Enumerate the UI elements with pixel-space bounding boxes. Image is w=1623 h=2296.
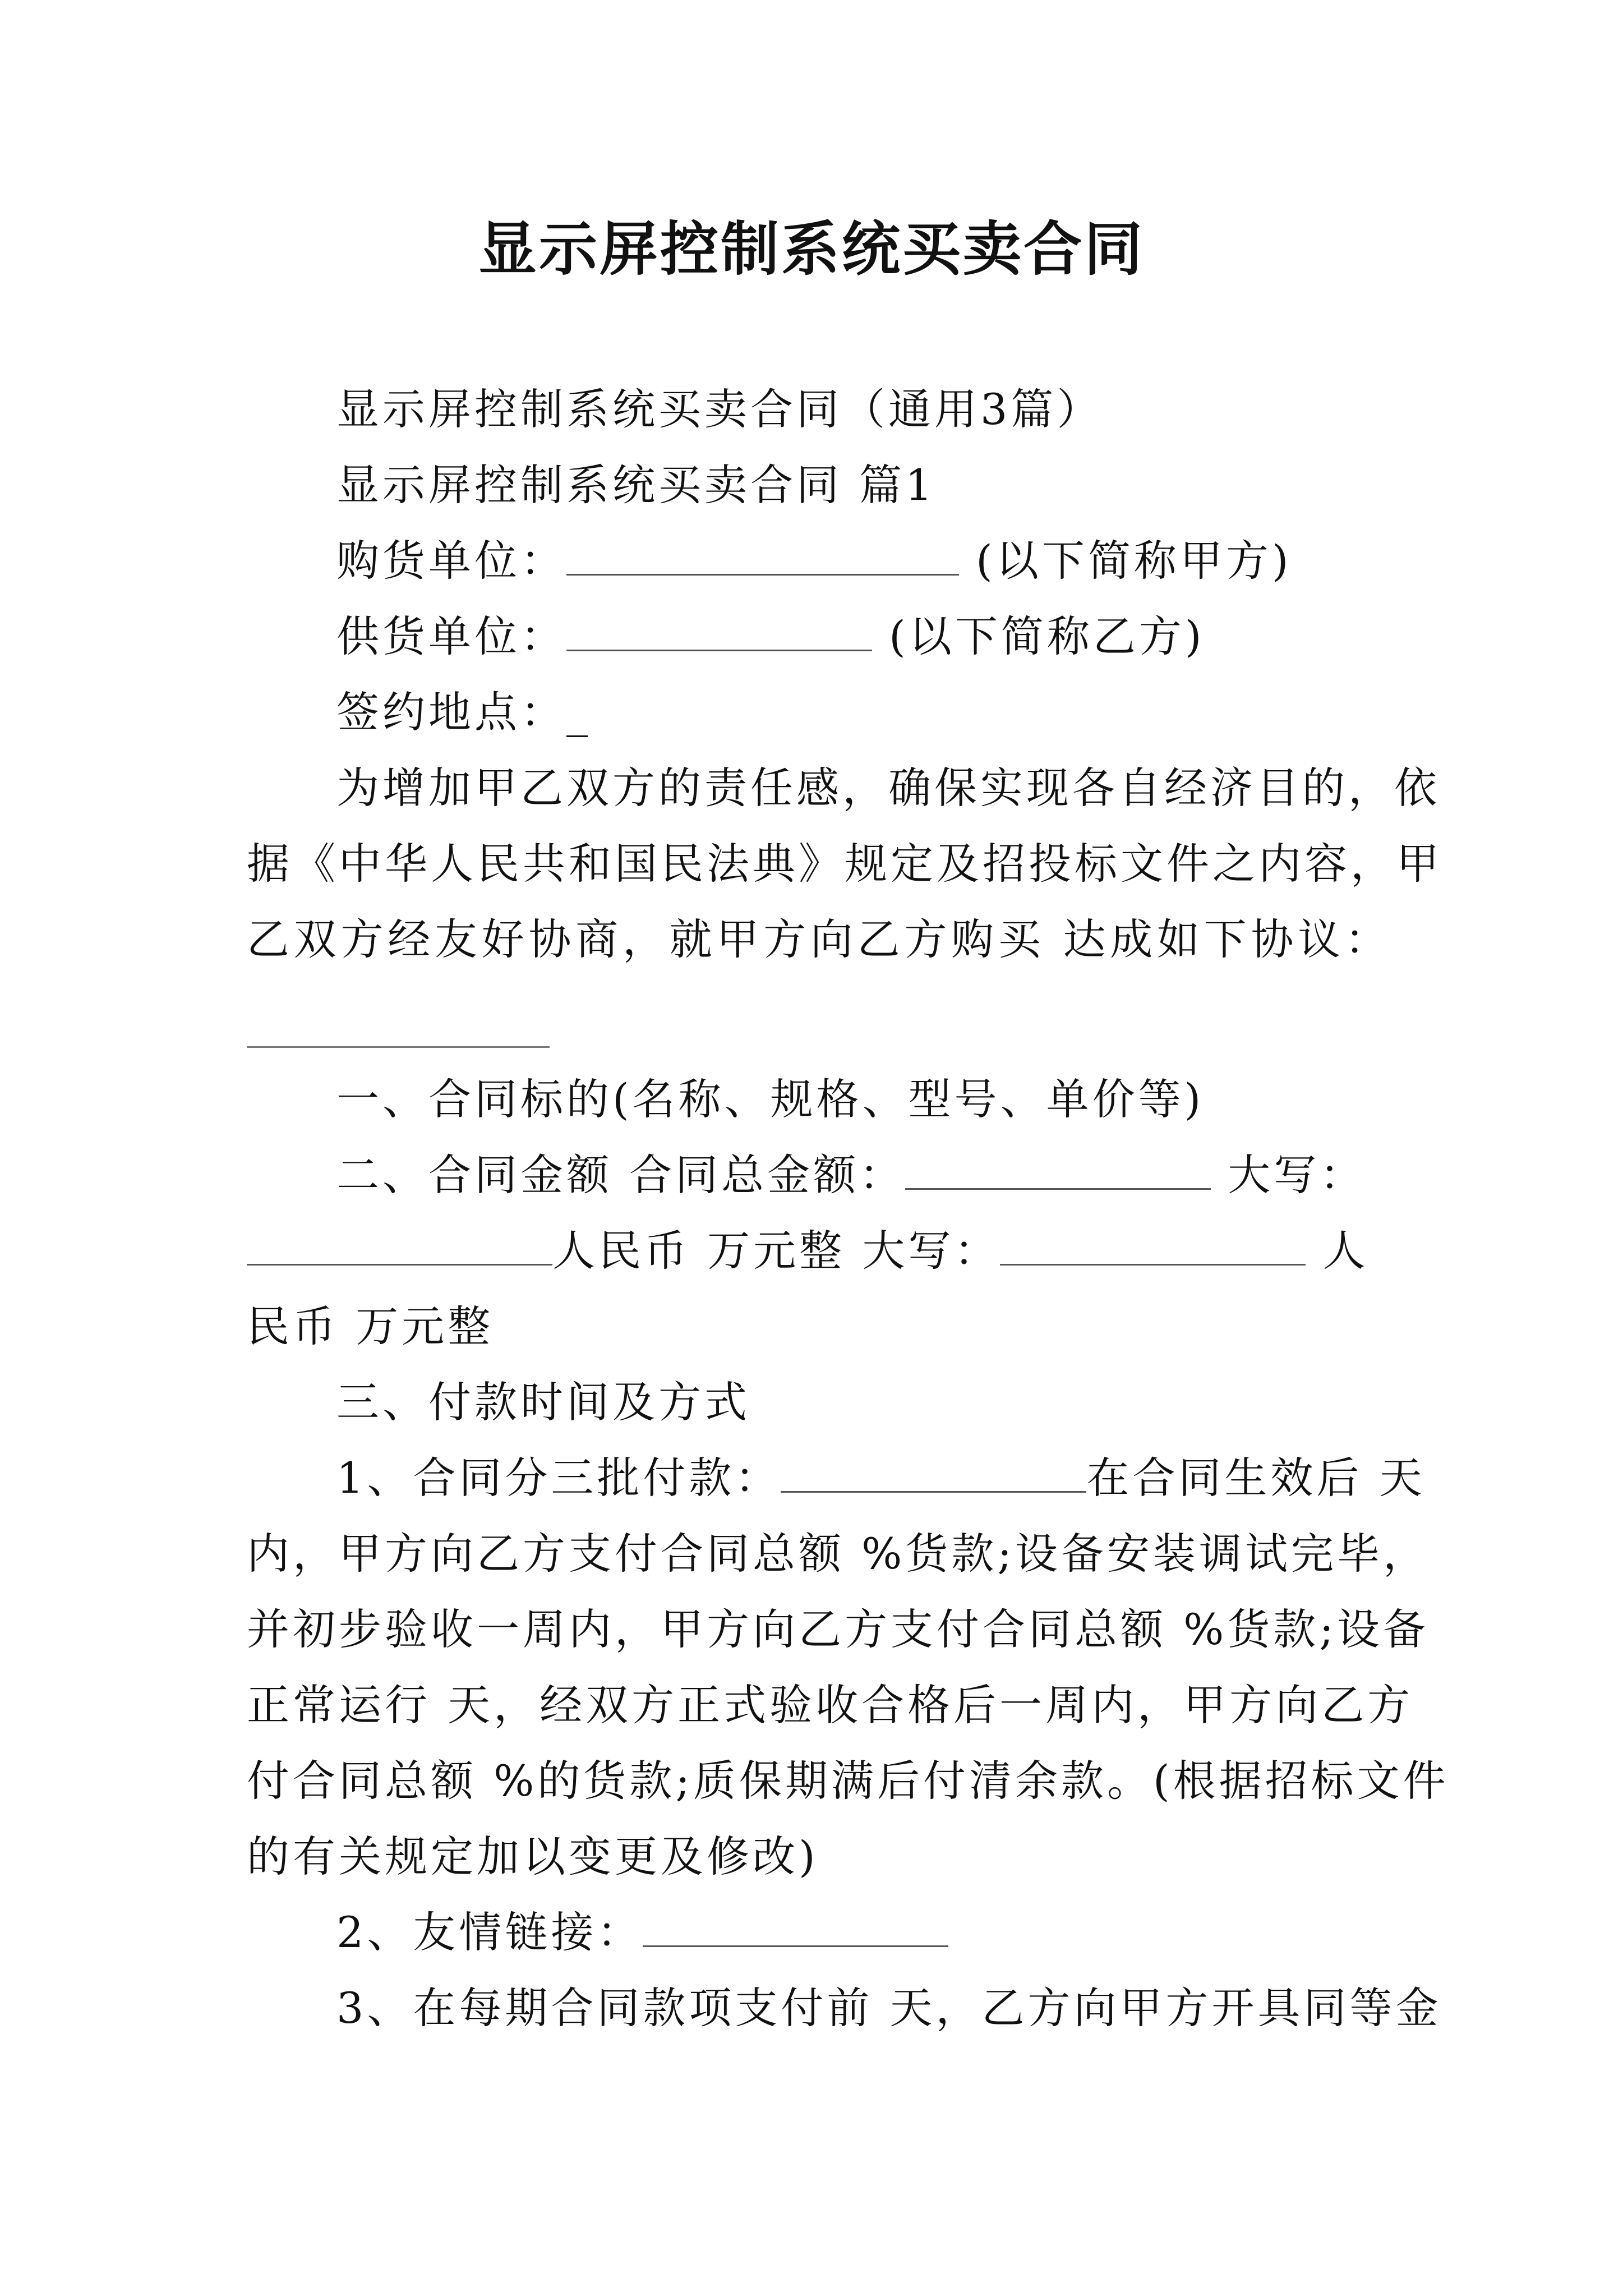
supplier-blank	[566, 610, 872, 651]
intro-line-3: 乙双方经友好协商，就甲方向乙方购买 达成如下协议：	[247, 914, 1391, 964]
document-title: 显示屏控制系统买卖合同	[478, 214, 1145, 283]
payment-3-line: 3、在每期合同款项支付前 天，乙方向甲方开具同等金	[336, 1983, 1442, 2033]
clause-3: 三、付款时间及方式	[336, 1377, 750, 1427]
payment-1-label: 1、合同分三批付款：	[336, 1453, 781, 1503]
clause-2-line-2	[247, 1223, 1391, 1279]
separator-line	[247, 1046, 550, 1048]
supplier-line	[336, 609, 1391, 665]
clause-2-line-3: 民币 万元整	[247, 1301, 494, 1351]
buyer-line	[336, 533, 1391, 589]
clause-2-uppercase-label: 大写：	[1228, 1150, 1366, 1200]
clause-2-line-1	[336, 1147, 1391, 1203]
intro-line-1: 为增加甲乙双方的责任感，确保实现各自经济目的，依	[336, 763, 1440, 813]
payment-1-line-5: 付合同总额 %的货款;质保期满后付清余款。(根据招标文件	[247, 1756, 1449, 1806]
payment-2-line	[336, 1904, 1391, 1961]
payment-1-line-6: 的有关规定加以变更及修改)	[247, 1832, 819, 1881]
payment-blank	[781, 1452, 1086, 1493]
document-subtitle: 显示屏控制系统买卖合同（通用3篇）	[336, 384, 1103, 434]
buyer-label: 购货单位：	[336, 536, 566, 586]
link-blank	[643, 1906, 948, 1947]
clause-2-rmb-start: 人	[1322, 1226, 1369, 1276]
total-amount-blank	[905, 1149, 1211, 1190]
payment-1-line-1	[336, 1450, 1426, 1506]
payment-2-label: 2、友情链接：	[336, 1907, 643, 1957]
intro-line-2: 据《中华人民共和国民法典》规定及招投标文件之内容，甲	[247, 839, 1442, 889]
signing-place-line: 签约地点：_	[336, 687, 591, 737]
supplier-label: 供货单位：	[336, 611, 566, 661]
buyer-note: (以下简称甲方)	[976, 536, 1292, 586]
clause-2-rmb-text: 人民币 万元整 大写：	[552, 1226, 1000, 1276]
uppercase-amount-blank-1	[247, 1225, 552, 1266]
uppercase-amount-blank-2	[1000, 1225, 1306, 1266]
clause-2-label: 二、合同金额 合同总金额：	[336, 1150, 906, 1200]
section-heading: 显示屏控制系统买卖合同 篇1	[336, 460, 936, 510]
payment-1-line-3: 并初步验收一周内，甲方向乙方支付合同总额 %货款;设备	[247, 1604, 1429, 1654]
clause-1: 一、合同标的(名称、规格、型号、单价等)	[336, 1074, 1205, 1124]
payment-1-line-4: 正常运行 天，经双方正式验收合格后一周内，甲方向乙方	[247, 1680, 1414, 1730]
supplier-note: (以下简称乙方)	[889, 611, 1205, 661]
payment-1-line-2: 内，甲方向乙方支付合同总额 %货款;设备安装调试完毕，	[247, 1529, 1429, 1579]
buyer-blank	[566, 535, 959, 576]
payment-1-text: 在合同生效后 天	[1086, 1453, 1426, 1503]
